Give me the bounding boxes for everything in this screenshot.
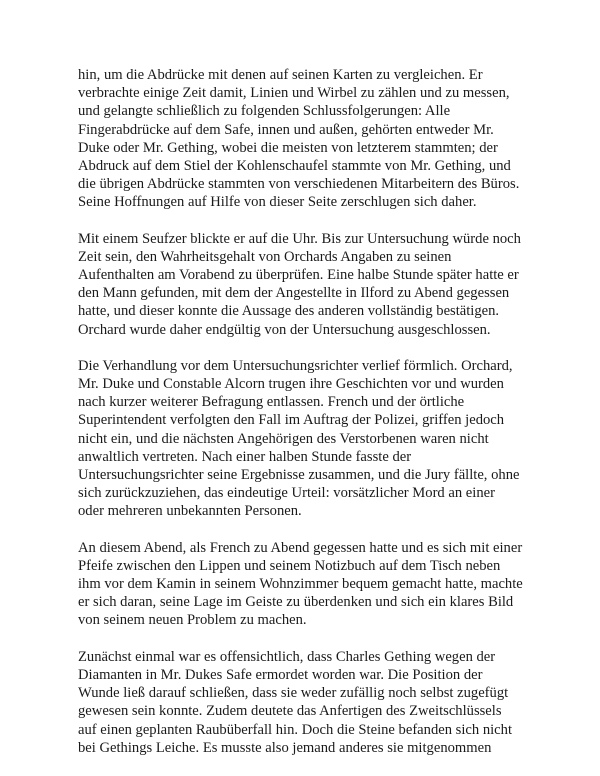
text-line: Seine Hoffnungen auf Hilfe von dieser Seite zerschlugen sich daher. [78,194,477,211]
text-line: Wunde ließ darauf schließen, dass sie weder zufällig noch selbst zugefügt [78,685,509,702]
text-line: bei Gethings Leiche. Es musste also jemand anderes sie mitgenommen [78,739,492,756]
text-line: Superintendent verfolgten den Fall im Auftrag der Polizei, griffen jedoch [78,412,505,429]
paragraph-5 [78,648,524,757]
paragraph-4 [78,539,524,630]
text-line: von seinem neuen Problem zu machen. [78,612,307,629]
text-line: Orchard wurde daher endgültig von der Untersuchung ausgeschlossen. [78,321,491,338]
text-line: oder mehreren unbekannten Personen. [78,503,302,520]
text-line: nach kurzer weiterer Befragung entlassen. French und der örtliche [78,394,465,411]
text-line: Die Verhandlung vor dem Untersuchungsrichter verlief förmlich. Orchard, [78,357,513,374]
text-line: Pfeife zwischen den Lippen und seinem Notizbuch auf dem Tisch neben [78,557,501,574]
text-line: auf einen geplanten Raubüberfall hin. Doch die Steine befanden sich nicht [78,721,513,738]
text-line: anwaltlich vertreten. Nach einer halben Stunde fasste der [78,448,412,465]
text-line: Zeit sein, den Wahrheitsgehalt von Orchards Angaben zu seinen [78,248,452,265]
text-line: Aufenthalten am Vorabend zu überprüfen. Eine halbe Stunde später hatte er [78,267,519,284]
text-line: Mit einem Seufzer blickte er auf die Uhr. Bis zur Untersuchung würde noch [78,230,521,247]
text-line: den Mann gefunden, mit dem der Angestellte in Ilford zu Abend gegessen [78,285,510,302]
paragraph-1 [78,66,524,212]
text-line: verbrachte einige Zeit damit, Linien und Wirbel zu zählen und zu messen, [78,85,510,102]
text-line: Diamanten in Mr. Dukes Safe ermordet worden war. Die Position der [78,666,483,683]
text-line: er sich daran, seine Lage im Geiste zu überdenken und sich ein klares Bild [78,594,514,611]
text-line: Zunächst einmal war es offensichtlich, dass Charles Gething wegen der [78,648,496,665]
text-line: hatte, und dieser konnte die Aussage des anderen vollständig bestätigen. [78,303,500,320]
paragraph-3 [78,357,524,521]
text-line: sich zurückzuziehen, das eindeutige Urteil: vorsätzlicher Mord an einer [78,485,495,502]
paragraph-2 [78,230,524,339]
text-line: und gelangte schließlich zu folgenden Schlussfolgerungen: Alle [78,103,451,120]
text-line: Abdruck auf dem Stiel der Kohlenschaufel stammte von Mr. Gething, und [78,158,511,175]
text-line: nicht ein, und die nächsten Angehörigen des Verstorbenen waren nicht [78,430,489,447]
text-line: Fingerabdrücke auf dem Safe, innen und außen, gehörten entweder Mr. [78,121,494,138]
text-line: ihm vor dem Kamin in seinem Wohnzimmer bequem gemacht hatte, machte [78,576,523,593]
text-line: die übrigen Abdrücke stammten von verschiedenen Mitarbeitern des Büros. [78,176,520,193]
text-line: gewesen sein konnte. Zudem deutete das Anfertigen des Zweitschlüssels [78,703,502,720]
document-page [78,66,524,775]
text-line: Untersuchungsrichter seine Ergebnisse zusammen, und die Jury fällte, ohne [78,467,520,484]
text-line: Mr. Duke und Constable Alcorn trugen ihre Geschichten vor und wurden [78,376,504,393]
text-line: Duke oder Mr. Gething, wobei die meisten von letzterem stammten; der [78,139,498,156]
text-line: An diesem Abend, als French zu Abend gegessen hatte und es sich mit einer [78,539,523,556]
text-line: hin, um die Abdrücke mit denen auf seinen Karten zu vergleichen. Er [78,67,483,83]
